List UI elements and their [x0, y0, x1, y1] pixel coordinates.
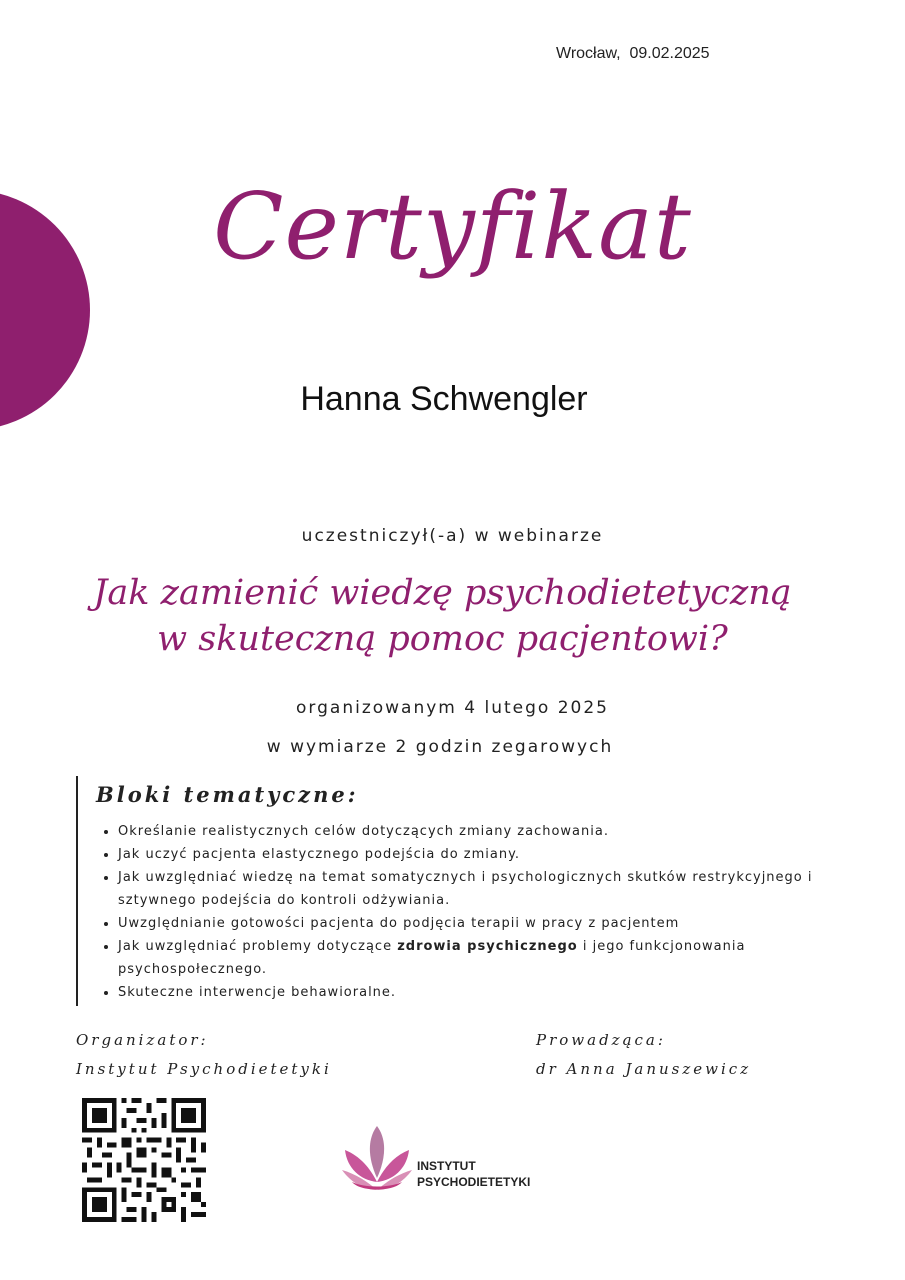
organizer-name: Instytut Psychodietetyki — [76, 1060, 332, 1078]
recipient-name: Hanna Schwengler — [300, 380, 588, 418]
topic-list — [98, 820, 818, 1004]
topic-emphasis: zdrowia psychicznego — [397, 939, 578, 954]
topic-item — [118, 935, 818, 981]
topic-blocks-heading: Bloki tematyczne: — [96, 782, 359, 807]
organized-date-text: organizowanym 4 lutego 2025 — [296, 698, 609, 718]
institute-logo — [340, 1124, 550, 1194]
logo-line-2: PSYCHODIETETYKI — [417, 1175, 531, 1189]
topic-blocks-section — [76, 776, 818, 1006]
logo-wordmark — [417, 1158, 530, 1190]
certificate-title: Certyfikat — [213, 173, 692, 280]
webinar-title — [0, 570, 885, 662]
webinar-title-line-2: w skuteczną pomoc pacjentowi? — [157, 619, 728, 659]
topic-item: • Jak uczyć pacjenta elastycznego podejścia do zmiany. — [118, 843, 818, 866]
topic-item: • Skuteczne interwencje behawioralne. — [118, 981, 818, 1004]
qr-code-icon[interactable] — [82, 1098, 206, 1222]
logo-line-1: INSTYTUT — [417, 1159, 476, 1173]
lead-label: Prowadząca: — [536, 1031, 666, 1049]
lead-name: dr Anna Januszewicz — [536, 1060, 752, 1078]
topic-text: Jak uwzględniać problemy dotyczące — [118, 939, 398, 954]
topic-item: • Jak uwzględniać wiedzę na temat somatycznych i psychologicznych skutków restrykcyjnego i sztywnego podejścia do kontroli odżywiania. — [118, 866, 818, 912]
organizer-label: Organizator: — [76, 1031, 209, 1049]
topic-text: i jego funkcjonowania psychospołecznego. — [118, 939, 746, 977]
participation-text: uczestniczył(-a) w webinarze — [301, 526, 604, 546]
topic-item: • Uwzględnianie gotowości pacjenta do podjęcia terapii w pracy z pacjentem — [118, 912, 818, 935]
issue-date: Wrocław, 09.02.2025 — [556, 45, 710, 62]
lotus-logo-icon — [340, 1124, 414, 1194]
topic-item: • Określanie realistycznych celów dotyczących zmiany zachowania. — [118, 820, 818, 843]
duration-text: w wymiarze 2 godzin zegarowych — [266, 737, 614, 757]
webinar-title-line-1: Jak zamienić wiedzę psychodietetyczną — [93, 573, 792, 613]
